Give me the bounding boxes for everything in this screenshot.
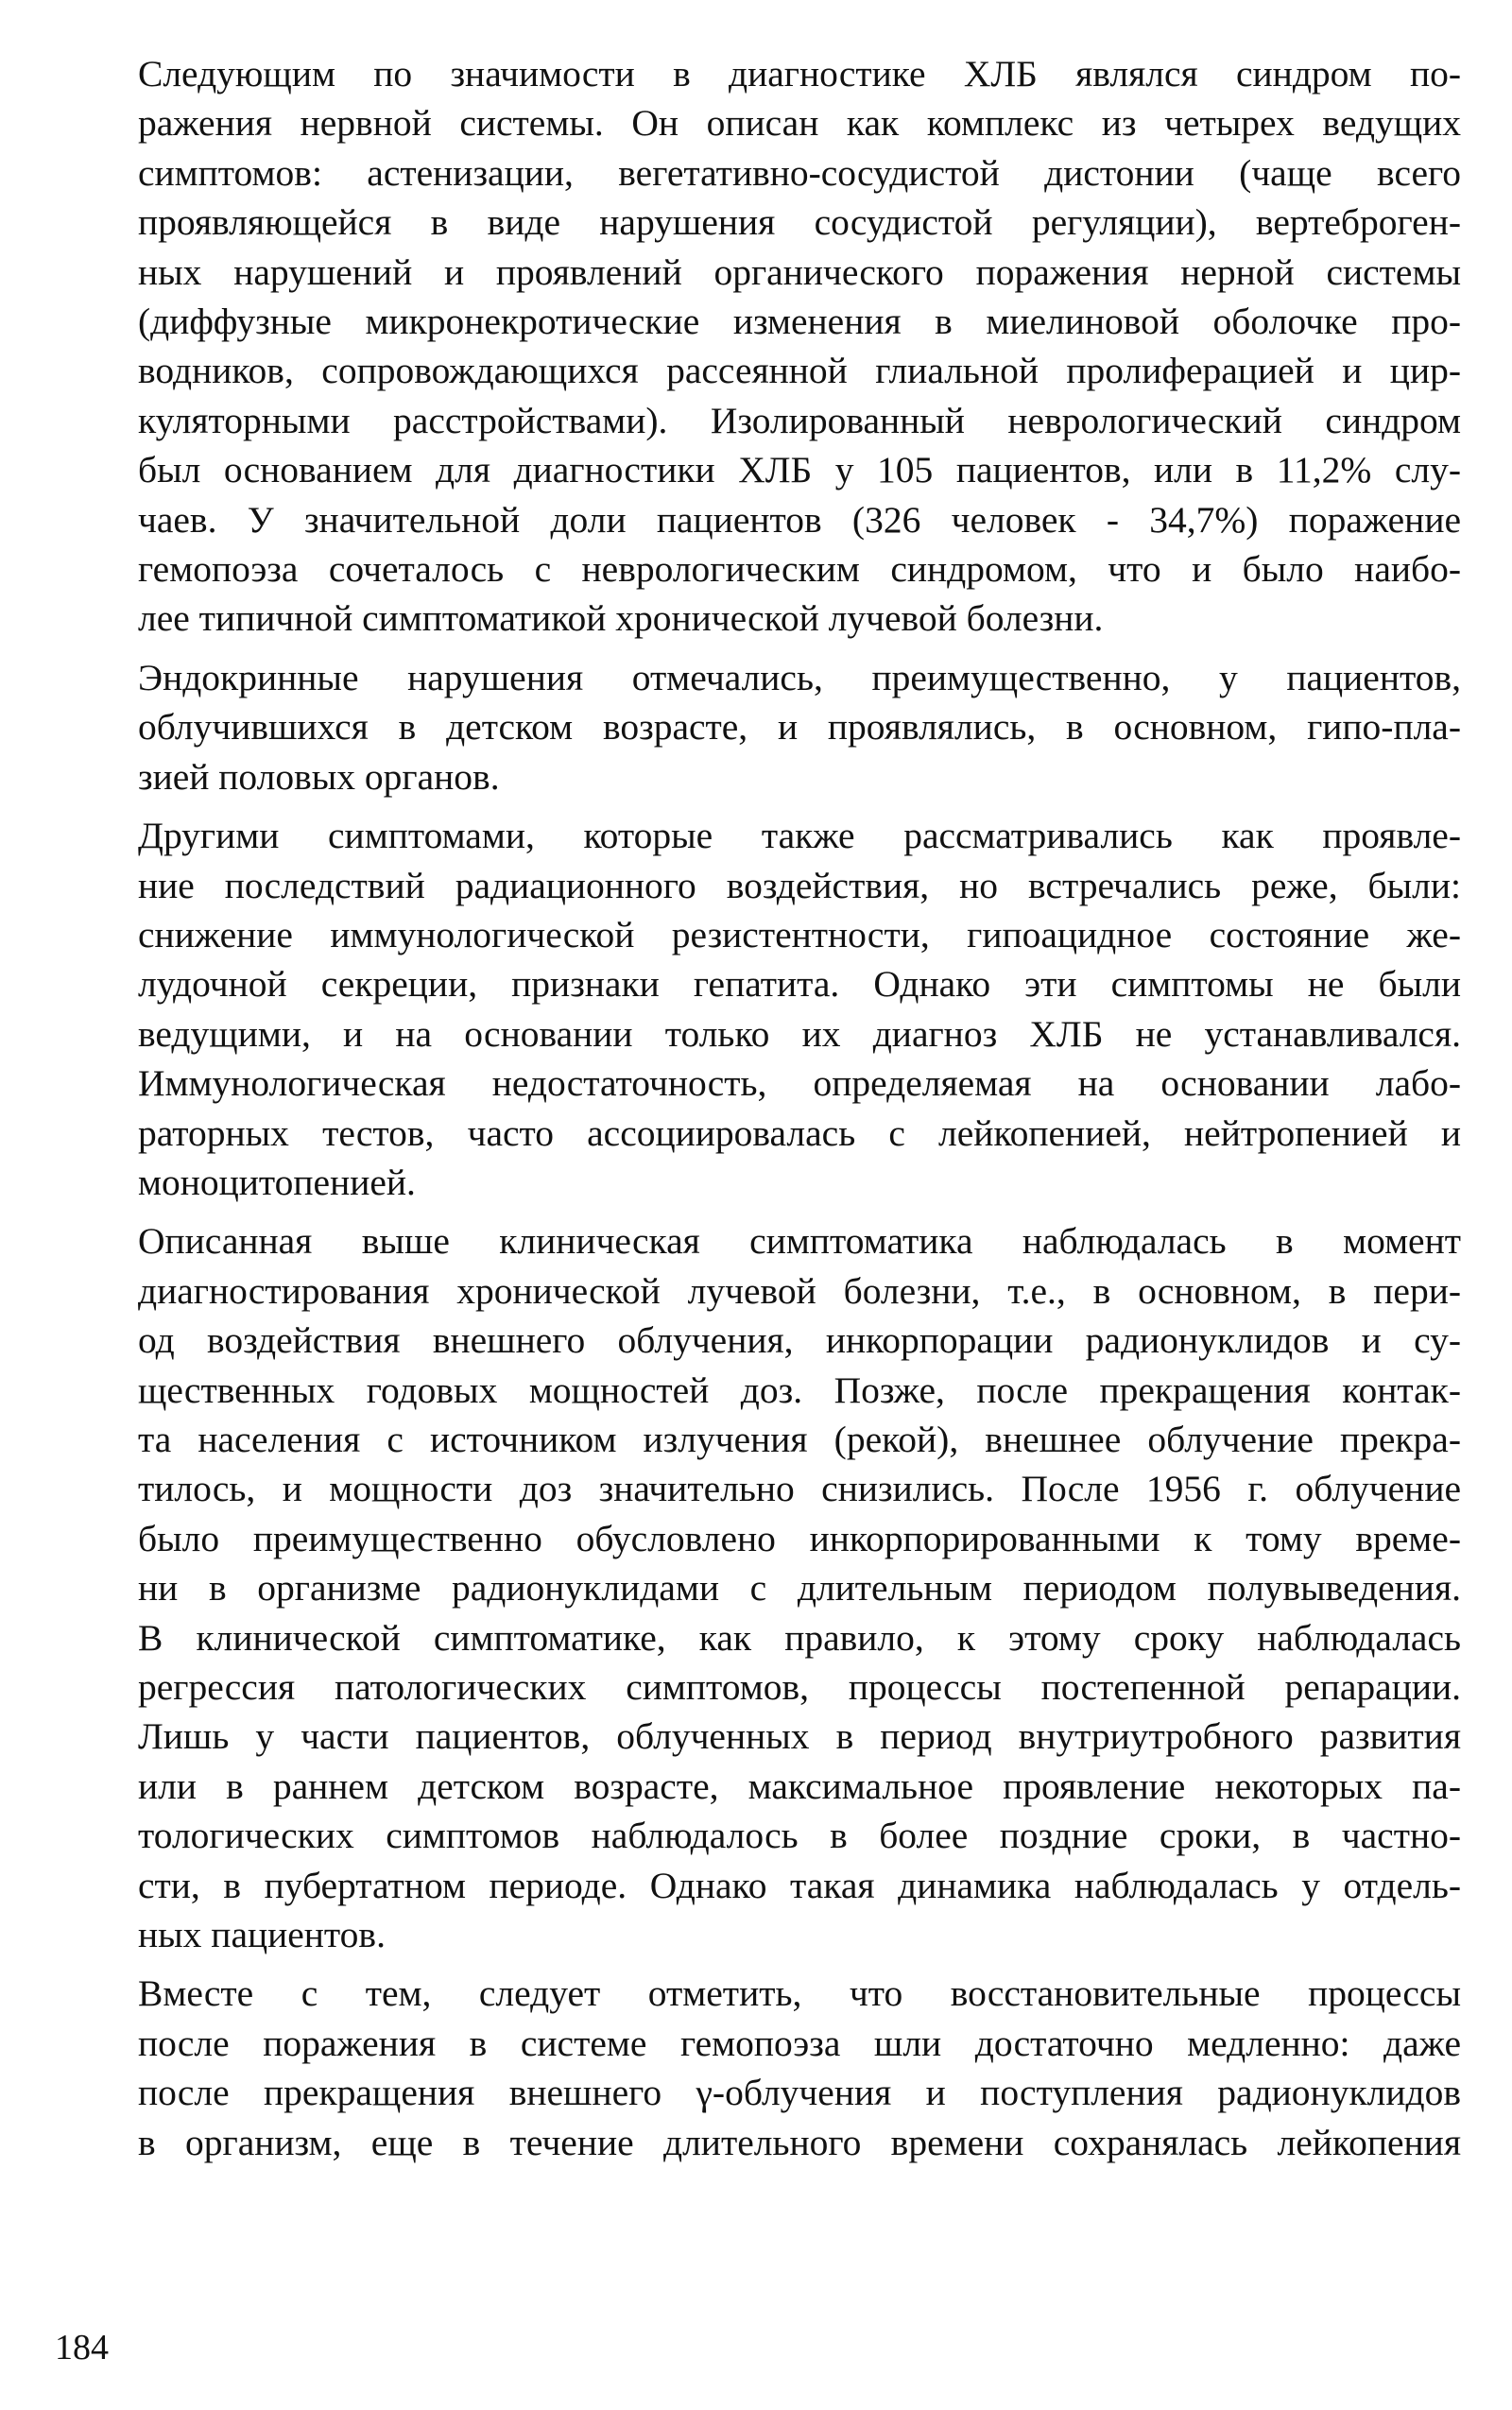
text-line: ние последствий радиационного воздействия, но встречались реже, были: [138, 864, 1461, 906]
paragraph-recovery [55, 1969, 1461, 2167]
text-line: та населения с источником излучения (рекой), внешнее облучение прекра- [138, 1418, 1461, 1460]
text-line: (диффузные микронекротические изменения в миелиновой оболочке про- [138, 301, 1461, 343]
text-line: ных пациентов. [138, 1914, 386, 1956]
text-line: Описанная выше клиническая симптоматика наблюдалась в момент [138, 1220, 1461, 1263]
text-line: Иммунологическая недостаточность, определяемая на основании лабо- [138, 1062, 1461, 1105]
text-line: лудочной секреции, признаки гепатита. Однако эти симптомы не были [138, 963, 1461, 1006]
paragraph-endocrine [55, 653, 1461, 801]
text-line: Эндокринные нарушения отмечались, преимущественно, у пациентов, [138, 656, 1461, 698]
text-line: проявляющейся в виде нарушения сосудистой регуляции), вертеброген- [138, 201, 1461, 244]
text-line: был основанием для диагностики ХЛБ у 105 пациентов, или в 11,2% слу- [138, 449, 1461, 491]
text-line: ражения нервной системы. Он описан как комплекс из четырех ведущих [138, 102, 1461, 145]
text-line: Другими симптомами, которые также рассматривались как проявле- [138, 815, 1461, 857]
text-line: моноцитопенией. [138, 1161, 416, 1203]
text-line: тилось, и мощности доз значительно снизились. После 1956 г. облучение [138, 1468, 1461, 1510]
body-text [55, 49, 1461, 2177]
text-line: снижение иммунологической резистентности, гипоацидное состояние же- [138, 913, 1461, 955]
text-line: было преимущественно обусловлено инкорпорированными к тому време- [138, 1517, 1461, 1559]
text-line: или в раннем детском возрасте, максимальное проявление некоторых па- [138, 1764, 1461, 1807]
text-line: облучившихся в детском возрасте, и проявлялись, в основном, гипо-пла- [138, 706, 1461, 749]
text-line: В клинической симптоматике, как правило, к этому сроку наблюдалась [138, 1616, 1461, 1659]
paragraph-clinical-course [55, 1216, 1461, 1959]
text-line: Лишь у части пациентов, облученных в период внутриутробного развития [138, 1715, 1461, 1758]
text-line: после прекращения внешнего γ-облучения и поступления радионуклидов [138, 2072, 1461, 2114]
text-line: симптомов: астенизации, вегетативно-сосудистой дистонии (чаще всего [138, 151, 1461, 194]
text-line: куляторными расстройствами). Изолированный неврологический синдром [138, 399, 1461, 441]
text-line: в организм, еще в течение длительного времени сохранялась лейкопения [138, 2121, 1461, 2163]
text-line: зией половых органов. [138, 755, 500, 798]
text-line: сти, в пубертатном периоде. Однако такая динамика наблюдалась у отдель- [138, 1864, 1461, 1906]
text-line: щественных годовых мощностей доз. Позже, после прекращения контак- [138, 1369, 1461, 1411]
paragraph-nervous-system [55, 49, 1461, 644]
text-line: диагностирования хронической лучевой болезни, т.е., в основном, в пери- [138, 1269, 1461, 1312]
text-line: ных нарушений и проявлений органического поражения нерной системы [138, 250, 1461, 293]
text-line: гемопоэза сочеталось с неврологическим синдромом, что и было наибо- [138, 548, 1461, 591]
text-line: ведущими, и на основании только их диагноз ХЛБ не устанавливался. [138, 1012, 1461, 1055]
text-line: тологических симптомов наблюдалось в более поздние сроки, в частно- [138, 1815, 1461, 1857]
paragraph-other-symptoms [55, 811, 1461, 1207]
text-line: Следующим по значимости в диагностике ХЛБ являлся синдром по- [138, 53, 1461, 95]
text-line: ни в организме радионуклидами с длительным периодом полувыведения. [138, 1567, 1461, 1610]
text-line: регрессия патологических симптомов, процессы постепенной репарации. [138, 1666, 1461, 1708]
text-line: од воздействия внешнего облучения, инкорпорации радионуклидов и су- [138, 1319, 1461, 1362]
text-line: Вместе с тем, следует отметить, что восстановительные процессы [138, 1972, 1461, 2015]
text-line: чаев. У значительной доли пациентов (326 человек - 34,7%) поражение [138, 498, 1461, 541]
text-line: лее типичной симптоматикой хронической лучевой болезни. [138, 597, 1104, 640]
text-line: после поражения в системе гемопоэза шли достаточно медленно: даже [138, 2022, 1461, 2064]
text-line: водников, сопровождающихся рассеянной глиальной пролиферацией и цир- [138, 350, 1461, 392]
page-number: 184 [55, 2328, 109, 2367]
text-line: раторных тестов, часто ассоциировалась с лейкопенией, нейтропенией и [138, 1111, 1461, 1154]
